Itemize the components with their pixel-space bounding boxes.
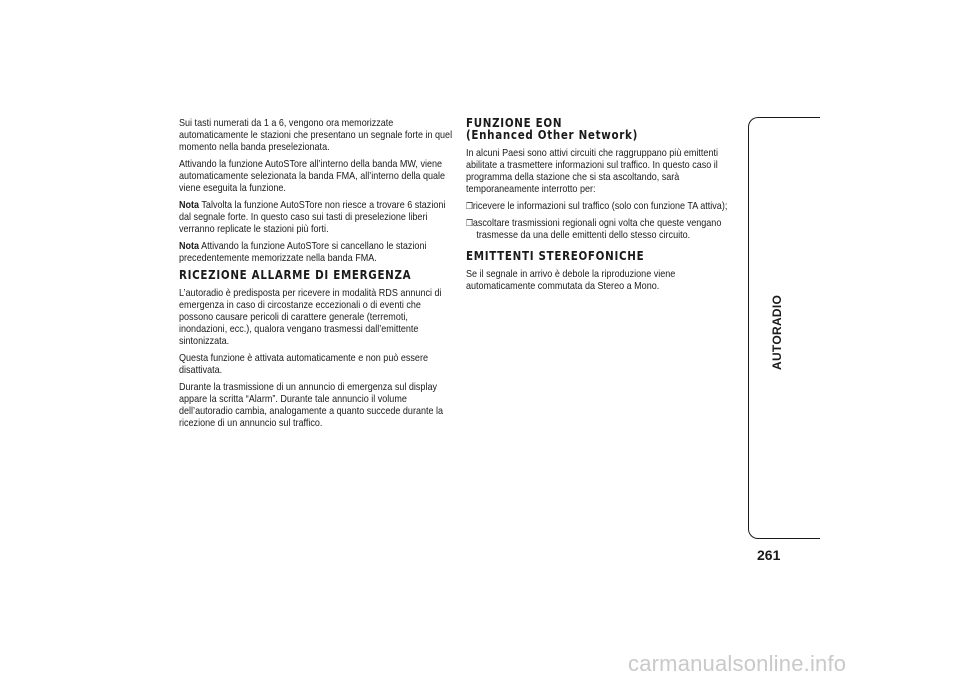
note-text: Talvolta la funzione AutoSTore non riesce a trovare 6 stazioni dal segnale forte. In questo caso sui tasti di preselezione liberi verranno replicate le stazioni più forti. [179, 199, 446, 235]
right-column [466, 117, 739, 297]
list-item-text: ascoltare trasmissioni regionali ogni volta che queste vengano trasmesse da una delle emittenti dello stesso circuito. [472, 217, 722, 241]
paragraph-emergency-alarm: Durante la trasmissione di un annuncio di emergenza sul display appare la scritta “Alarm”. Durante tale annuncio il volume dell’autoradio cambia, analogamente a quanto succede durante la ricezione di un annuncio sul traffico. [179, 381, 444, 429]
section-heading-emergency: RICEZIONE ALLARME DI EMERGENZA [179, 268, 412, 282]
list-item-text: ricevere le informazioni sul traffico (solo con funzione TA attiva); [472, 200, 728, 212]
paragraph-autostore-mw: Attivando la funzione AutoSTore all’interno della banda MW, viene automaticamente selezionata la banda FMA, all’interno della quale viene eseguita la funzione. [179, 158, 446, 194]
side-tab-label: AUTORADIO [770, 294, 784, 370]
paragraph-eon: In alcuni Paesi sono attivi circuiti che raggruppano più emittenti abilitate a trasmettere informazioni sul traffico. In questo caso il programma della stazione che si sta ascoltando, sarà temporaneamente interrotto per: [466, 147, 718, 195]
note-label: Nota [179, 240, 200, 252]
paragraph-stereo: Se il segnale in arrivo è debole la riproduzione viene automaticamente commutata da Stereo a Mono. [466, 268, 676, 292]
side-tab-border [748, 117, 820, 539]
paragraph-autostore-memorize: Sui tasti numerati da 1 a 6, vengono ora memorizzate automaticamente le stazioni che presentano un segnale forte in quel momento nella banda preselezionata. [179, 117, 453, 153]
list-item [466, 200, 739, 212]
note-1 [179, 199, 452, 235]
heading-eon-line2: (Enhanced Other Network) [466, 128, 638, 142]
list-item [466, 217, 739, 241]
checkbox-bullet-icon: ❒ [466, 218, 473, 228]
page-number: 261 [757, 547, 781, 563]
watermark: carmanualsonline.info [628, 651, 847, 676]
checkbox-bullet-icon: ❒ [466, 201, 473, 211]
note-label: Nota [179, 199, 200, 211]
paragraph-emergency-auto: Questa funzione è attivata automaticamente e non può essere disattivata. [179, 352, 428, 376]
left-column [179, 117, 452, 434]
section-heading-stereo: EMITTENTI STEREOFONICHE [466, 249, 645, 263]
heading-eon-line1: FUNZIONE EON [466, 116, 563, 130]
paragraph-emergency-intro: L’autoradio è predisposta per ricevere in modalità RDS annunci di emergenza in caso di circostanze eccezionali o di eventi che possono causare pericoli di carattere generale (terremoti, inondazioni, ecc.), qualora vengano trasmessi dall’emittente sintonizzata. [179, 287, 442, 347]
section-heading-eon [466, 117, 739, 141]
note-2 [179, 240, 452, 264]
note-text: Attivando la funzione AutoSTore si cancellano le stazioni precedentemente memorizzate nella banda FMA. [179, 240, 427, 264]
